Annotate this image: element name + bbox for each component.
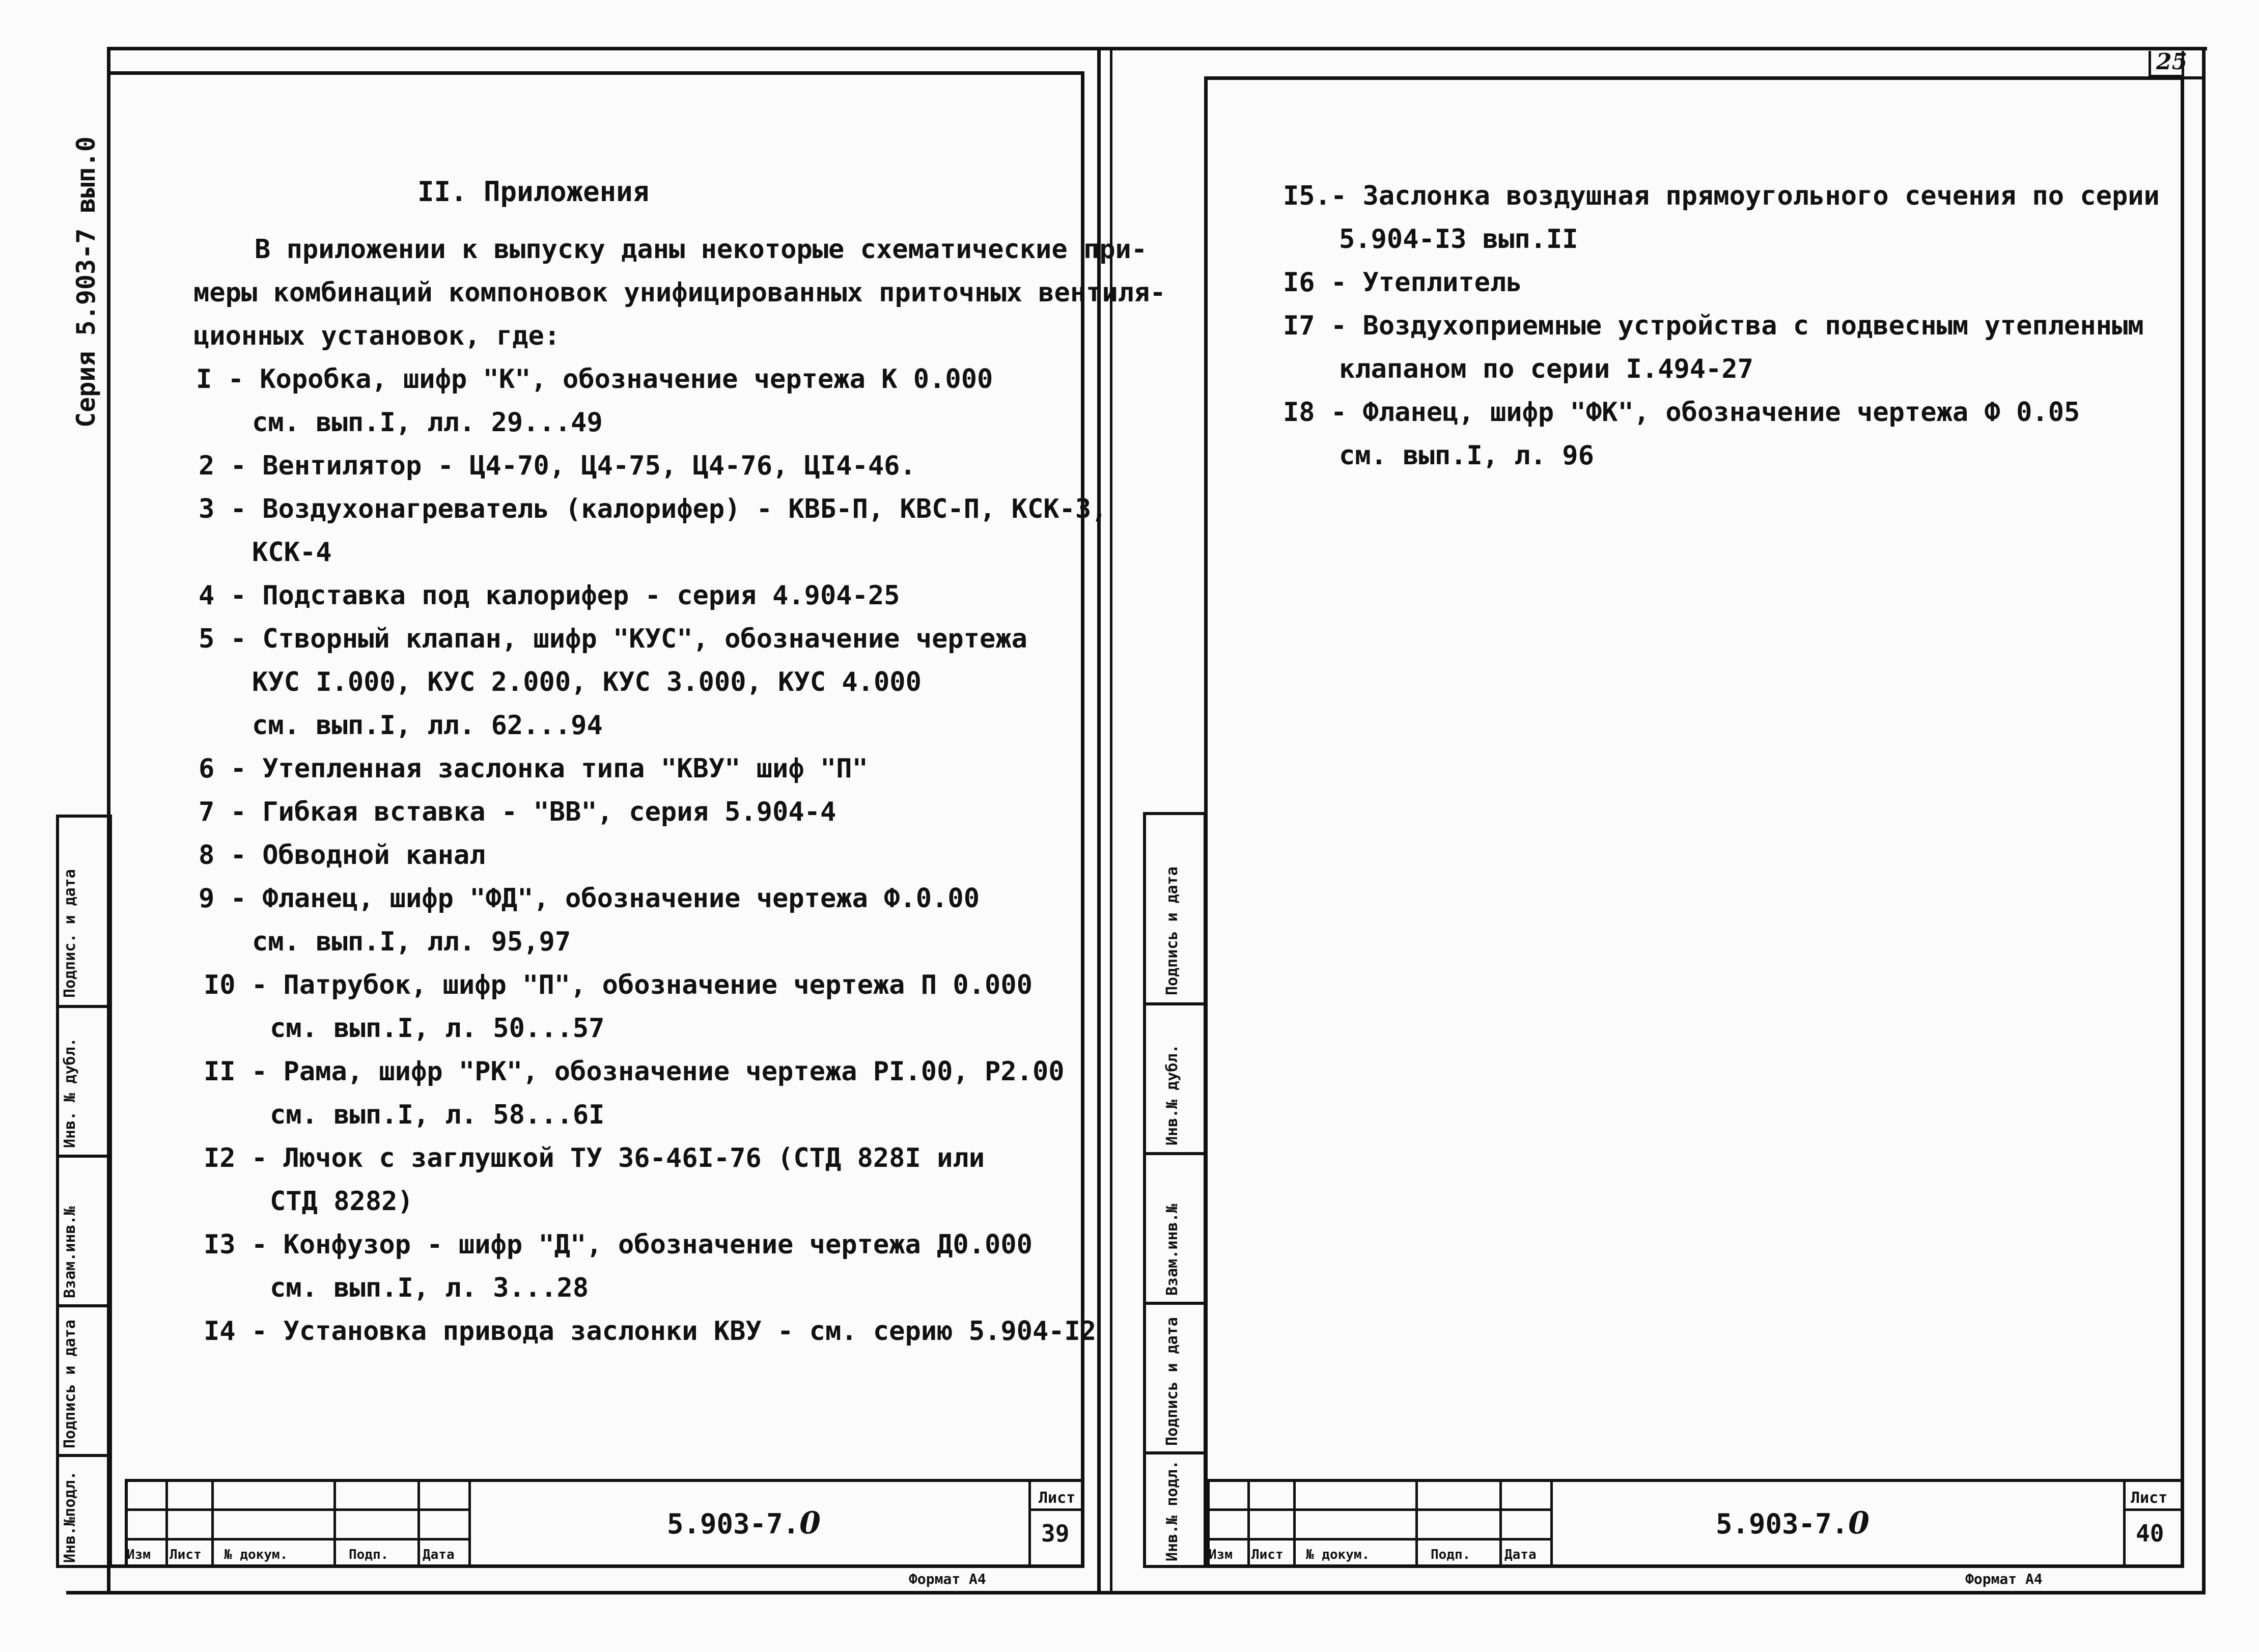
right-item-line: 5.904-I3 вып.II [1339,224,1578,255]
tb-col-label: Дата [1504,1547,1537,1562]
intro-line-3: ционных установок, где: [193,321,561,351]
doc-code-suffix: 0 [1848,1505,1870,1541]
tb-sheet-hline [1028,1508,1084,1511]
right-side-stamp [1143,812,1207,1568]
bottom-rule [66,1591,2205,1594]
tb-vline [1293,1479,1296,1568]
side-label-2: Инв. № дубл. [61,1038,79,1148]
side-label-3: Взам.инв.№ [1163,1203,1181,1296]
left-item-line: I - Коробка, шифр "К", обозначение чертежа К 0.000 [196,364,993,395]
left-item-line: 9 - Фланец, шифр "ФД", обозначение чертежа Ф.0.00 [199,883,980,914]
side-label-3: Взам.инв.№ [61,1206,79,1298]
right-item-line: I7 - Воздухоприемные устройства с подвесным утепленным [1283,311,2144,341]
side-label-4: Подпись и дата [61,1320,79,1448]
tb-col-label: Дата [423,1547,455,1562]
left-item-line: 2 - Вентилятор - Ц4-70, Ц4-75, Ц4-76, ЦI4-46. [199,451,916,481]
tb-col-label: № докум. [224,1547,288,1562]
left-item-line: 5 - Створный клапан, шифр "КУС", обозначение чертежа [199,624,1027,654]
tb-vline [468,1479,471,1568]
side-label-5: Инв.№подл. [61,1471,79,1563]
tb-sheet-label: Лист [2131,1489,2168,1507]
tb-col-label: Изм [127,1547,151,1562]
doc-code-main: 5.903-7. [1716,1508,1849,1540]
tb-vline [1550,1479,1553,1568]
tb-sheet-label: Лист [1039,1489,1076,1507]
left-item-line: см. вып.I, лл. 29...49 [252,407,603,438]
left-item-line: I0 - Патрубок, шифр "П", обозначение чертежа П 0.000 [204,970,1033,1000]
intro-line-1: В приложении к выпуску даны некоторые схематические при- [255,234,1148,265]
left-item-line: II - Рама, шифр "РК", обозначение чертежа РI.00, Р2.00 [204,1056,1065,1087]
right-item-line: I8 - Фланец, шифр "ФК", обозначение чертежа Ф 0.05 [1283,397,2080,428]
tb-vline [211,1479,214,1568]
tb-vline [1247,1479,1250,1568]
tb-col-label: Изм [1209,1547,1233,1562]
right-sheet-frame [1204,76,2184,1568]
tb-vline [165,1479,168,1568]
left-title-block [125,1479,1084,1568]
left-item-line: 3 - Воздухонагреватель (калорифер) - КВБ-П, КВС-П, КСК-3, [199,494,1107,524]
right-sheet-number: 40 [2136,1520,2164,1547]
left-item-line: КУС I.000, КУС 2.000, КУС 3.000, КУС 4.000 [252,667,922,697]
series-label: Серия 5.903-7 вып.0 [71,136,101,428]
left-item-line: 7 - Гибкая вставка - "ВВ", серия 5.904-4 [199,797,836,827]
left-item-line: СТД 8282) [270,1186,413,1217]
right-title-block [1207,1479,2184,1568]
tb-col-label: Лист [1251,1547,1284,1562]
right-item-line: см. вып.I, л. 96 [1339,440,1594,471]
right-doc-code [1716,1505,1870,1541]
tb-vline [333,1479,336,1568]
tb-vline [417,1479,420,1568]
right-item-line: клапаном по серии I.494-27 [1339,354,1753,384]
side-label-1: Подпись и дата [1163,866,1181,995]
intro-line-2: меры комбинаций компоновок унифицированных приточных вентиля- [193,277,1166,308]
left-item-line: см. вып.I, лл. 95,97 [252,927,571,957]
left-heading: II. Приложения [417,176,650,208]
left-item-line: КСК-4 [252,537,332,568]
doc-code-suffix: 0 [799,1505,821,1541]
top-page-number: 25 [2156,49,2188,75]
left-format-label: Формат А4 [909,1571,986,1587]
right-outer-edge [2202,47,2206,1594]
tb-col-label: Подп. [349,1547,389,1562]
left-item-line: см. вып.I, лл. 62...94 [252,710,603,741]
left-sheet-number: 39 [1041,1520,1070,1547]
left-item-line: см. вып.I, л. 58...6I [270,1100,605,1130]
left-item-line: 6 - Утепленная заслонка типа "КВУ" шиф "П" [199,753,868,784]
left-doc-code [667,1505,821,1541]
left-item-line: см. вып.I, л. 50...57 [270,1013,605,1044]
tb-col-label: Подп. [1431,1547,1471,1562]
tb-sheet-vline [1028,1479,1031,1568]
left-item-line: I4 - Установка привода заслонки КВУ - см. серию 5.904-I2 [204,1316,1097,1347]
right-format-label: Формат А4 [1965,1571,2043,1587]
side-label-4: Подпись и дата [1163,1317,1181,1446]
left-item-line: 8 - Обводной канал [199,840,486,871]
right-item-line: I6 - Утеплитель [1283,267,1522,298]
left-item-line: см. вып.I, л. 3...28 [270,1273,589,1303]
right-item-line: I5.- Заслонка воздушная прямоугольного сечения по серии [1283,181,2160,211]
tb-vline [1415,1479,1418,1568]
side-label-5: Инв.№ подл. [1163,1460,1181,1561]
tb-vline [1499,1479,1502,1568]
left-side-stamp [56,815,112,1568]
side-label-1: Подпис. и дата [61,869,79,998]
left-item-line: I2 - Лючок с заглушкой ТУ 36-46I-76 (СТД 828I или [204,1143,985,1173]
tb-col-label: № докум. [1306,1547,1370,1562]
doc-code-main: 5.903-7. [667,1508,800,1540]
side-label-2: Инв.№ дубл. [1163,1044,1181,1145]
tb-sheet-vline [2123,1479,2126,1568]
left-item-line: 4 - Подставка под калорифер - серия 4.904-25 [199,580,900,611]
top-rule [109,47,2207,50]
left-item-line: I3 - Конфузор - шифр "Д", обозначение чертежа Д0.000 [204,1229,1033,1260]
tb-sheet-hline [2123,1508,2184,1511]
tb-col-label: Лист [170,1547,202,1562]
